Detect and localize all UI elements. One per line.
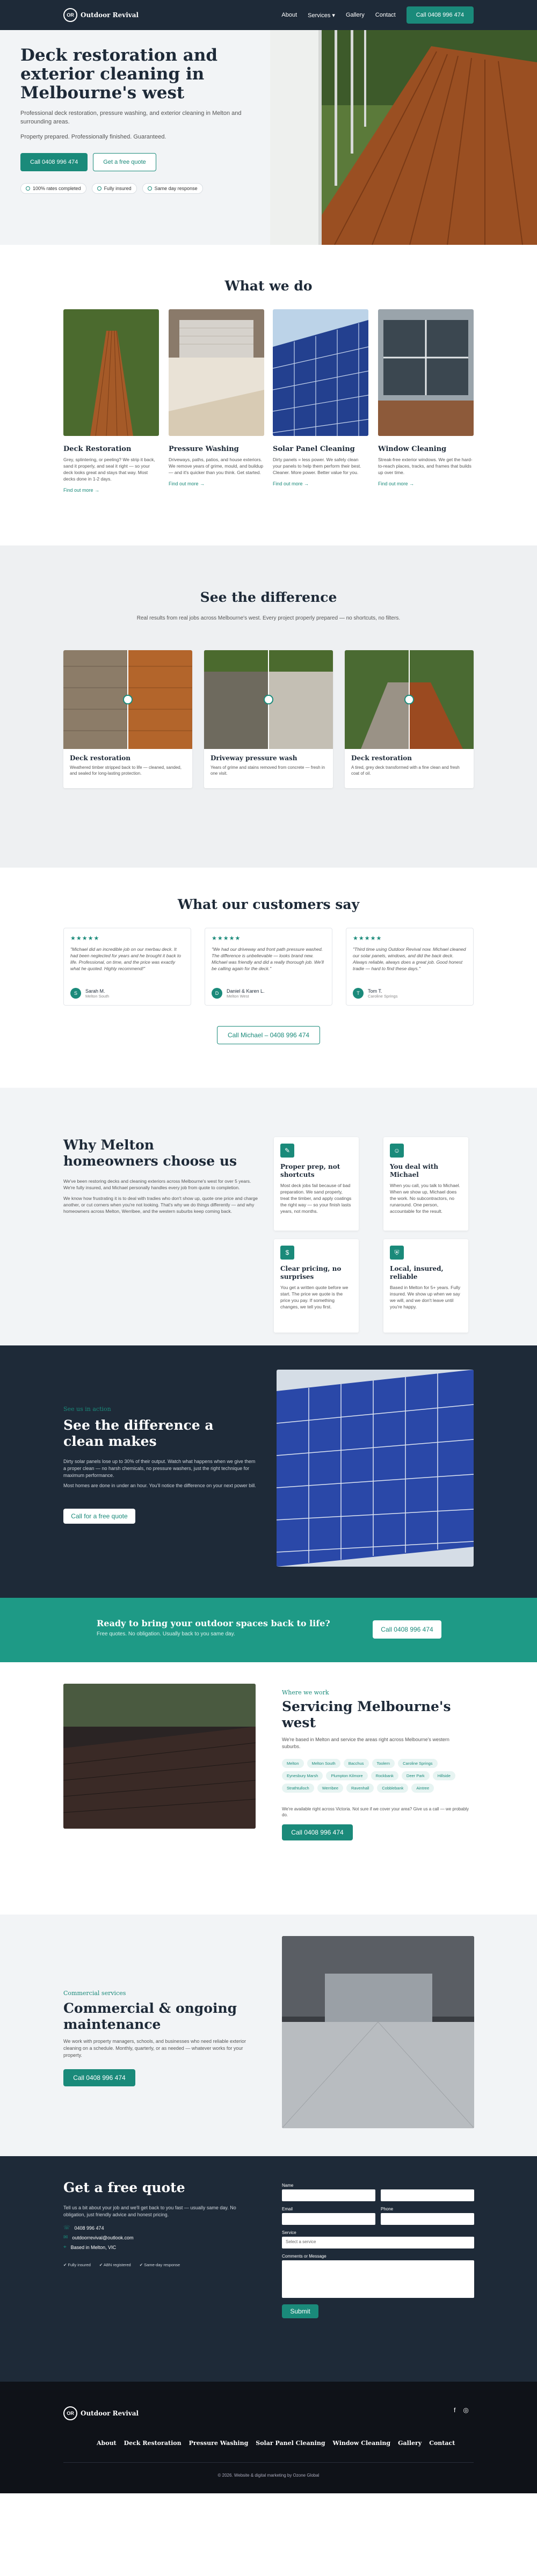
section-title: See the difference a clean makes: [63, 1417, 214, 1449]
feature-title: Clear pricing, no surprises: [280, 1265, 342, 1280]
copyright: © 2026. Website & digital marketing by Ozone Global: [217, 2473, 320, 2478]
reviewer-name: Tom T.: [368, 988, 382, 994]
section-title: Commercial & ongoing maintenance: [63, 2000, 237, 2032]
service-select-value: Select a service: [286, 2239, 316, 2244]
comparison-card: [204, 650, 333, 788]
shield-icon: [97, 186, 101, 191]
quote-badges: [63, 2262, 180, 2267]
service-name: Solar Panel Cleaning: [273, 445, 355, 453]
section-title: See the difference: [200, 590, 337, 605]
feature-card: [383, 1239, 468, 1333]
phone-label: Phone: [381, 2207, 394, 2211]
email-label: Email: [282, 2207, 293, 2211]
badge-label: 100% rates completed: [33, 186, 81, 191]
deck-restoration-image: [63, 309, 159, 436]
header-call-button[interactable]: Call 0408 996 474: [407, 6, 474, 24]
slider-handle[interactable]: [264, 695, 273, 704]
star-rating-icon: ★★★★★: [212, 935, 241, 942]
message-field[interactable]: [282, 2260, 474, 2298]
clock-icon: [148, 186, 152, 191]
suburb-chip: Bacchus: [344, 1759, 369, 1768]
hero-badge: [92, 183, 137, 194]
suburb-chip: Melton South: [307, 1759, 340, 1768]
chevron-down-icon: ▾: [332, 12, 335, 19]
in-action-section: [0, 1345, 537, 1598]
service-areas-section: [0, 1662, 537, 1915]
commercial-call-button[interactable]: Call 0408 996 474: [63, 2069, 135, 2086]
window-cleaning-image: [378, 309, 474, 436]
why-paragraph: We've been restoring decks and cleaning exteriors across Melbourne's west for over 5 years. We're fully insured, and Michael personally handles every job from quote to completion.: [63, 1178, 251, 1190]
tools-icon: ✎: [280, 1144, 294, 1158]
section-title: What we do: [224, 278, 313, 294]
feature-title: Local, insured, reliable: [390, 1265, 444, 1280]
suburb-chip: Aintree: [411, 1784, 434, 1793]
feature-text: Based in Melton for 5+ years. Fully insured. We show up when we say we will, and we don't leave until you're happy.: [390, 1285, 461, 1309]
reviewer-name: Sarah M.: [85, 988, 105, 994]
logo[interactable]: [63, 8, 139, 22]
instagram-icon[interactable]: ◎: [463, 2406, 469, 2414]
solar-panel-video-image[interactable]: [277, 1370, 474, 1567]
service-desc: Grey, splintering, or peeling? We strip it back, sand it properly, and seal it right — so your deck looks great and stays that way. Most decks done in 1-2 days.: [63, 457, 155, 482]
section-title: Get a free quote: [63, 2180, 185, 2195]
free-quote-button[interactable]: Call for a free quote: [63, 1509, 135, 1524]
suburb-chip: Ravenhall: [346, 1784, 374, 1793]
star-rating-icon: ★★★★★: [70, 935, 100, 942]
suburb-chip: Caroline Springs: [398, 1759, 437, 1768]
reviewer-location: Caroline Springs: [368, 993, 398, 999]
reviewer-location: Melton West: [227, 993, 249, 999]
email-text: outdoorrevival@outlook.com: [72, 2235, 134, 2240]
feature-text: When you call, you talk to Michael. When we show up, Michael does the work. No subcontractors, no runaround. One person, accountable for the result.: [390, 1183, 460, 1214]
solar-panel-image: [273, 309, 368, 436]
suburb-chip: Cobblebank: [377, 1784, 408, 1793]
service-desc: Streak-free exterior windows. We get the hard-to-reach places, tracks, and frames that builds up over time.: [378, 457, 473, 475]
hero-title: Deck restoration and exterior cleaning in Melbourne's west: [20, 46, 218, 103]
section-title: What our customers say: [177, 897, 360, 912]
logo-text: Outdoor Revival: [81, 11, 139, 19]
action-paragraph: Dirty solar panels lose up to 30% of their output. Watch what happens when we give them a proper clean — no harsh chemicals, no pressure washers, just the right technique for maximum performance.: [63, 1459, 256, 1478]
feature-card: [274, 1239, 359, 1333]
avatar: T: [353, 988, 364, 999]
suburb-chip: Melton: [282, 1759, 304, 1768]
badge-label: Fully insured: [68, 2262, 91, 2267]
comparison-title: Deck restoration: [351, 754, 412, 762]
comparison-desc: Years of grime and stains removed from concrete — fresh in one visit.: [211, 765, 325, 776]
suburb-chip: Hillside: [433, 1771, 455, 1780]
mail-icon: ✉: [63, 2235, 68, 2240]
suburb-chip: Deer Park: [402, 1771, 430, 1780]
warehouse-image: [282, 1936, 474, 2128]
person-icon: ☺: [390, 1144, 404, 1158]
section-subtitle: Real results from real jobs across Melbourne's west. Every project properly prepared — no shortcuts, no filters.: [136, 615, 401, 621]
logo-icon: OR: [63, 8, 77, 22]
footer-link[interactable]: Pressure Washing: [188, 2440, 249, 2447]
service-card[interactable]: [378, 309, 474, 486]
logo-icon: OR: [63, 2406, 77, 2420]
quote-badge: [99, 2262, 131, 2267]
quote-badge: [63, 2262, 91, 2267]
avatar: D: [212, 988, 222, 999]
service-link[interactable]: Find out more →: [273, 481, 309, 486]
hero-tagline: Property prepared. Professionally finished. Guaranteed.: [20, 134, 166, 140]
reviews-section: [0, 868, 537, 1088]
social-links: [454, 2406, 469, 2414]
review-card: [205, 928, 332, 1006]
service-card[interactable]: [273, 309, 368, 486]
phone-text: 0408 996 474: [74, 2225, 104, 2231]
contact-email[interactable]: [63, 2235, 203, 2240]
phone-icon: ☏: [63, 2225, 70, 2231]
footer-logo[interactable]: [63, 2406, 139, 2420]
pressure-washing-image: [169, 309, 264, 436]
comparison-desc: Weathered timber stripped back to life — cleaned, sanded, and sealed for long-lasting protection.: [70, 765, 182, 776]
main-nav: [281, 6, 474, 24]
review-text: "Michael did an incredible job on our merbau deck. It had been neglected for years and he brought it back to life. Professional, on time, and the price was exactly what he quoted. Highly recommend!": [70, 947, 182, 971]
slider-handle[interactable]: [123, 695, 133, 704]
review-text: "We had our driveway and front path pressure washed. The difference is unbelievable — looks brand new. Michael was friendly and did a really thorough job. We'll be calling again for the deck.": [212, 947, 324, 971]
email-field[interactable]: [282, 2213, 375, 2225]
badge-label: Same day response: [154, 186, 198, 191]
nav-services-label: Services: [308, 12, 331, 19]
comparison-title: Driveway pressure wash: [211, 754, 297, 762]
footer-nav: [97, 2440, 455, 2447]
hero-section: [0, 30, 537, 245]
nav-about[interactable]: About: [281, 12, 297, 18]
service-card[interactable]: [169, 309, 264, 486]
section-kicker: See us in action: [63, 1406, 111, 1413]
commercial-text: We work with property managers, schools, and businesses who need reliable exterior cleaning on a schedule. Monthly, quarterly, or as needed — whatever works for your property.: [63, 2039, 246, 2058]
cta-title: Ready to bring your outdoor spaces back to life?: [97, 1618, 330, 1628]
comparison-card: [345, 650, 474, 788]
feature-text: Most deck jobs fail because of bad preparation. We sand properly, treat the timber, and apply coatings the right way — so your finish lasts years, not months.: [280, 1183, 352, 1214]
check-icon: ✔: [63, 2262, 68, 2267]
star-rating-icon: ★★★★★: [353, 935, 382, 942]
call-michael-button[interactable]: Call Michael – 0408 996 474: [217, 1026, 320, 1044]
comparison-title: Deck restoration: [70, 754, 131, 762]
logo-text: Outdoor Revival: [81, 2410, 139, 2417]
section-title: Why Melton homeowners choose us: [63, 1137, 237, 1169]
cta-call-button[interactable]: Call 0408 996 474: [373, 1620, 441, 1639]
contact-phone[interactable]: [63, 2225, 203, 2231]
nav-gallery[interactable]: Gallery: [345, 12, 365, 18]
suburb-chip: Werribee: [317, 1784, 343, 1793]
comparison-slider[interactable]: [63, 650, 192, 749]
hero-badge: [20, 183, 86, 194]
why-us-section: [0, 1088, 537, 1345]
dollar-icon: $: [280, 1246, 294, 1260]
feature-card: [274, 1137, 359, 1231]
first-name-field[interactable]: [282, 2189, 375, 2201]
footer-link[interactable]: About: [97, 2440, 117, 2447]
cta-subtitle: Free quotes. No obligation. Usually back to you same day.: [97, 1631, 235, 1637]
comparison-slider[interactable]: [204, 650, 333, 749]
comparison-card: [63, 650, 192, 788]
suburb-chip: Toolern: [372, 1759, 395, 1768]
suburb-chip: Strathtulloch: [282, 1784, 314, 1793]
location-text: Based in Melton, VIC: [70, 2244, 117, 2250]
last-name-field[interactable]: [381, 2189, 474, 2201]
suburb-chip: Plumpton Kilmore: [326, 1771, 367, 1780]
review-text: "Third time using Outdoor Revival now. Michael cleaned our solar panels, windows, and did the back deck. Always reliable, always does a great job. Good honest tradie — hard to find these days.": [353, 947, 466, 971]
message-label: Comments or Message: [282, 2254, 326, 2259]
service-desc: Dirty panels = less power. We safely clean your panels to help them perform their best. Cleaner. More power. Better value for you.: [273, 457, 361, 475]
service-name: Deck Restoration: [63, 445, 132, 453]
avatar: S: [70, 988, 81, 999]
suburb-chip: Eynesbury Marsh: [282, 1771, 323, 1780]
badge-label: ABN registered: [103, 2262, 131, 2267]
check-icon: ✔: [139, 2262, 144, 2267]
cta-banner: [0, 1598, 537, 1662]
suburb-chips: [282, 1759, 475, 1793]
hero-quote-button[interactable]: Get a free quote: [93, 153, 156, 171]
nav-services[interactable]: [308, 12, 335, 19]
service-link[interactable]: Find out more →: [63, 487, 100, 493]
hero-deck-image: [270, 30, 537, 245]
reviewer-location: Melton South: [85, 993, 110, 999]
service-select[interactable]: [282, 2237, 474, 2248]
footer-divider: [63, 2462, 474, 2463]
section-kicker: Commercial services: [63, 1990, 126, 1997]
service-label: Service: [282, 2230, 296, 2235]
footer-link[interactable]: Deck Restoration: [124, 2440, 182, 2447]
footer-link[interactable]: Contact: [429, 2440, 455, 2447]
hero-call-button[interactable]: Call 0408 996 474: [20, 153, 88, 171]
badge-label: Fully insured: [104, 186, 132, 191]
service-card[interactable]: [63, 309, 159, 493]
site-header: [0, 0, 537, 30]
footer-link[interactable]: Gallery: [398, 2440, 422, 2447]
before-after-section: [0, 545, 537, 868]
hero-badge: [142, 183, 203, 194]
service-desc: Driveways, paths, patios, and house exteriors. We remove years of grime, mould, and buildup — and it's quicker than you think. Get started.: [169, 457, 264, 475]
footer-link[interactable]: Window Cleaning: [332, 2440, 391, 2447]
service-link[interactable]: Find out more →: [378, 481, 415, 486]
badge-label: Same-day response: [144, 2262, 180, 2267]
review-card: [63, 928, 191, 1006]
areas-call-button[interactable]: Call 0408 996 474: [282, 1824, 353, 1840]
service-name: Window Cleaning: [378, 445, 447, 453]
feature-title: Proper prep, not shortcuts: [280, 1163, 340, 1178]
feature-text: You get a written quote before we start. The price we quote is the price you pay. If something changes, we tell you first.: [280, 1285, 349, 1309]
why-paragraph: We know how frustrating it is to deal with tradies who don't show up, quote one price and charge another, or cut corners when you're not looking. That's why we do things differently — and why homeowners across Melton, Werribee, and the western suburbs keep coming back.: [63, 1196, 258, 1214]
comparison-slider[interactable]: [345, 650, 474, 749]
service-link[interactable]: Find out more →: [169, 481, 205, 486]
action-paragraph: Most homes are done in under an hour. You'll notice the difference on your next power bill.: [63, 1483, 256, 1488]
phone-field[interactable]: [381, 2213, 474, 2225]
services-section: [0, 245, 537, 545]
site-footer: [0, 2382, 537, 2493]
name-label: Name: [282, 2183, 294, 2188]
check-icon: [26, 186, 30, 191]
section-kicker: Where we work: [282, 1689, 329, 1696]
facebook-icon[interactable]: f: [454, 2406, 456, 2414]
quote-badge: [140, 2262, 180, 2267]
contact-location: [63, 2244, 203, 2250]
feature-card: [383, 1137, 468, 1231]
areas-intro: We're based in Melton and service the areas right across Melbourne's western suburbs.: [282, 1737, 449, 1749]
quote-text: Tell us a bit about your job and we'll get back to you fast — usually same day. No obligation, just friendly advice and honest pricing.: [63, 2205, 236, 2217]
feature-title: You deal with Michael: [390, 1163, 439, 1178]
shield-icon: ⛨: [390, 1246, 404, 1260]
section-title: Servicing Melbourne's west: [282, 1699, 451, 1730]
submit-button[interactable]: Submit: [282, 2304, 318, 2318]
deck-photo-image: [63, 1684, 256, 1829]
footer-link[interactable]: Solar Panel Cleaning: [256, 2440, 325, 2447]
service-name: Pressure Washing: [169, 445, 239, 453]
nav-contact[interactable]: Contact: [375, 12, 396, 18]
areas-note: We're available right across Victoria. Not sure if we cover your area? Give us a call — we probably do.: [282, 1807, 469, 1817]
reviewer-name: Daniel & Karen L.: [227, 988, 265, 994]
quote-section: [0, 2156, 537, 2382]
check-icon: ✔: [99, 2262, 104, 2267]
hero-text: Professional deck restoration, pressure washing, and exterior cleaning in Melton and surrounding areas.: [20, 110, 242, 125]
slider-handle[interactable]: [404, 695, 414, 704]
commercial-section: [0, 1915, 537, 2156]
review-card: [346, 928, 474, 1006]
comparison-desc: A tired, grey deck transformed with a fine clean and fresh coat of oil.: [351, 765, 460, 776]
pin-icon: ⌖: [63, 2244, 67, 2250]
suburb-chip: Rockbank: [371, 1771, 398, 1780]
